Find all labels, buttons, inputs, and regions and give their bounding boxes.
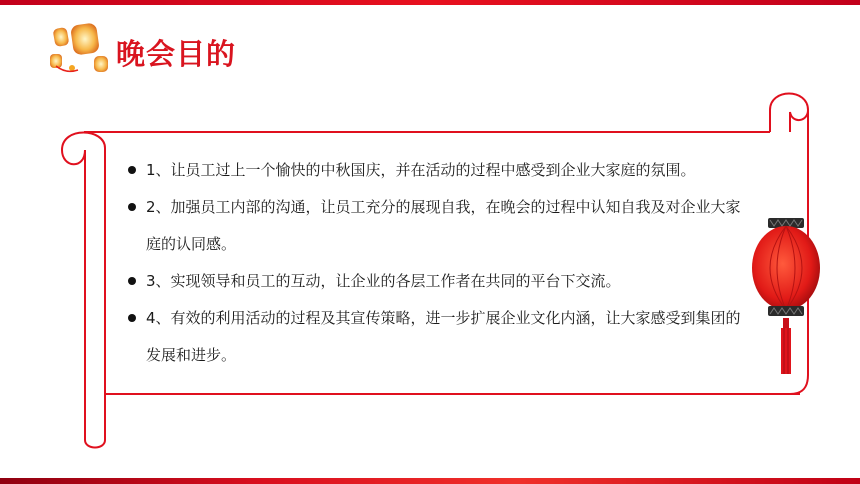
page-title: 晚会目的: [116, 37, 237, 71]
bullet-dot: [128, 277, 136, 285]
bullet-text: 3、实现领导和员工的互动，让企业的各层工作者在共同的平台下交流。: [146, 272, 621, 290]
bullet-dot: [128, 203, 136, 211]
bullet-dot: [128, 314, 136, 322]
bullet-dot: [128, 166, 136, 174]
bottom-accent-bar: [0, 478, 860, 484]
list-item: [128, 152, 754, 189]
bullet-list: [128, 152, 754, 374]
list-item: [128, 300, 754, 374]
title-block: [42, 18, 302, 78]
bullet-text: 1、让员工过上一个愉快的中秋国庆，并在活动的过程中感受到企业大家庭的氛围。: [146, 161, 696, 179]
list-item: [128, 263, 754, 300]
red-lantern-icon: [748, 196, 824, 378]
list-item: [128, 189, 754, 263]
lantern-cluster-icon: [42, 18, 122, 78]
bullet-text: 2、加强员工内部的沟通，让员工充分的展现自我，在晚会的过程中认知自我及对企业大家庭的认同感。: [146, 198, 741, 253]
bullet-text: 4、有效的利用活动的过程及其宣传策略，进一步扩展企业文化内涵，让大家感受到集团的发展和进步。: [146, 309, 741, 364]
